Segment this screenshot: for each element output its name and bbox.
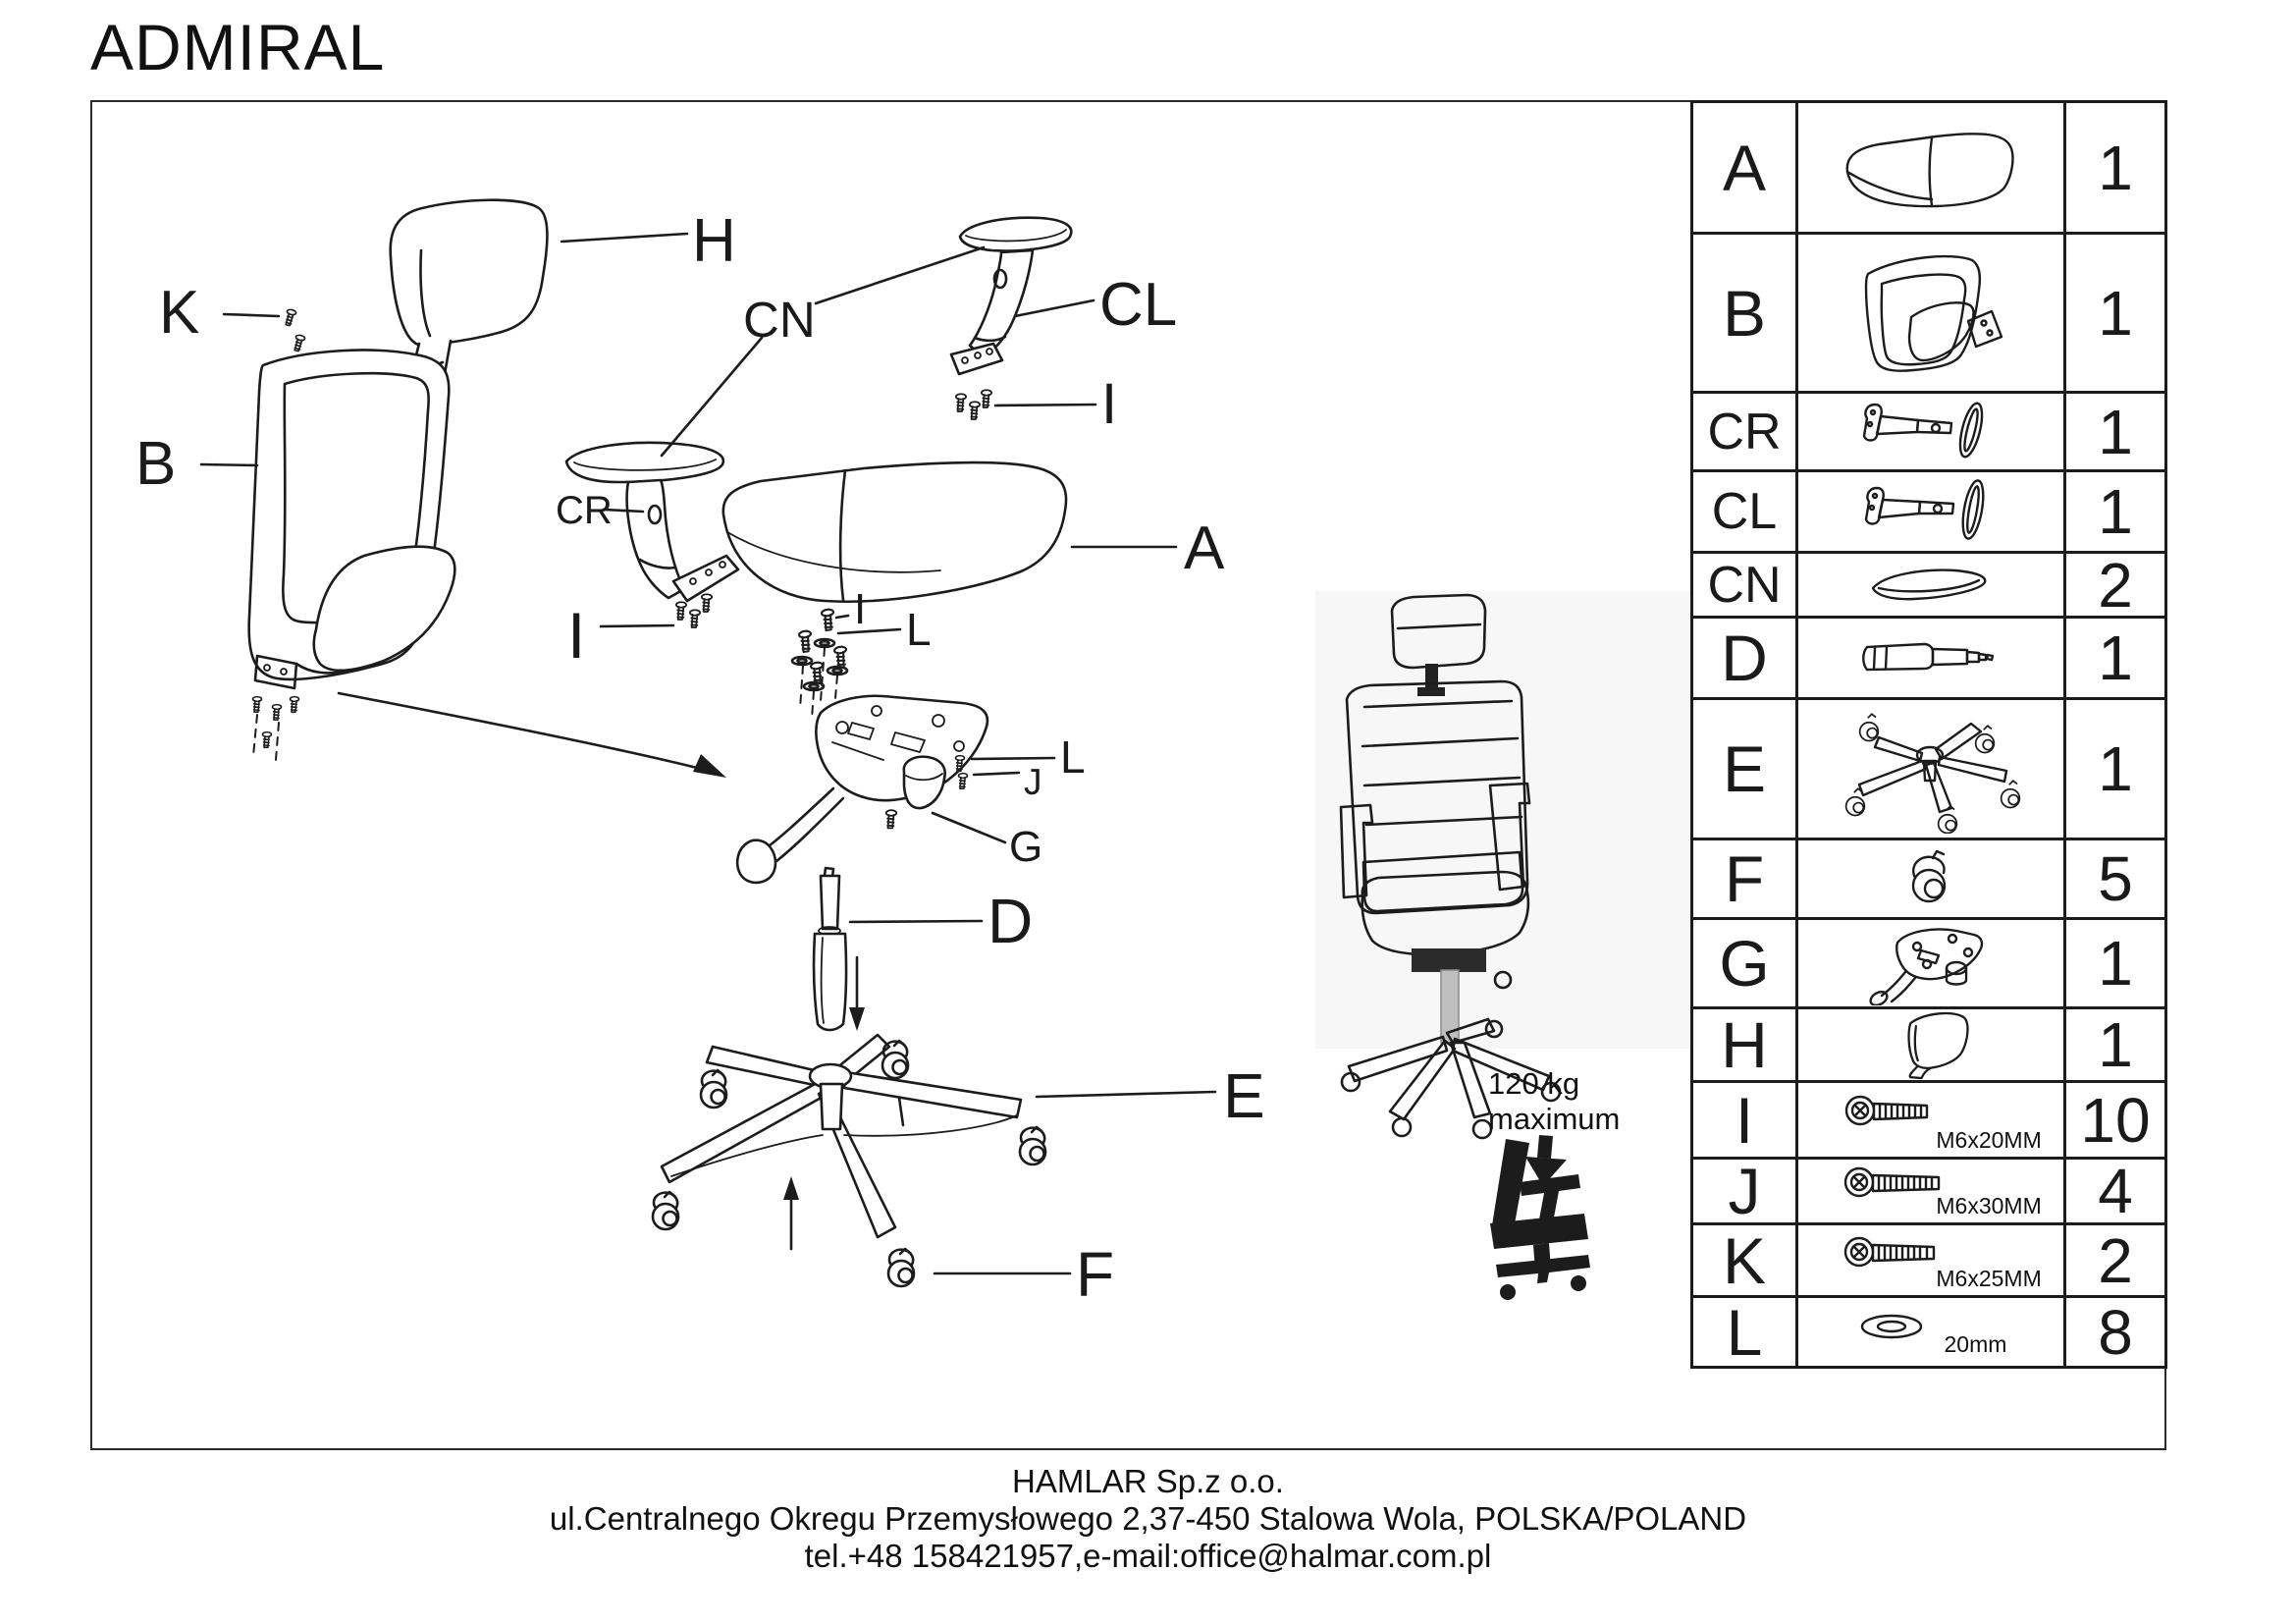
table-row bbox=[1693, 1155, 2164, 1227]
table-row bbox=[1693, 394, 2164, 472]
part-label-l-mid: L bbox=[906, 604, 932, 655]
part-quantity: 1 bbox=[2098, 1009, 2133, 1080]
part-drawing bbox=[1798, 920, 2066, 1006]
armrest-right-icon bbox=[1857, 399, 2004, 465]
part-quantity: 4 bbox=[2098, 1156, 2133, 1226]
footer-address: ul.Centralnego Okregu Przemysłowego 2,37-450 Stalowa Wola, POLSKA/POLAND bbox=[549, 1500, 1747, 1537]
part-size: M6x20MM bbox=[1936, 1127, 2042, 1153]
part-drawing bbox=[1798, 1160, 2066, 1222]
part-label-b: B bbox=[135, 430, 177, 498]
part-letter: E bbox=[1693, 700, 1798, 838]
part-size: 20mm bbox=[1944, 1331, 2007, 1357]
part-quantity: 1 bbox=[2098, 396, 2133, 467]
part-drawing bbox=[1798, 1009, 2066, 1080]
part-quantity: 5 bbox=[2098, 842, 2133, 914]
part-size: M6x30MM bbox=[1936, 1193, 2042, 1218]
part-drawing bbox=[1798, 1225, 2066, 1295]
table-row bbox=[1693, 235, 2164, 394]
mechanism-drawing bbox=[737, 696, 988, 883]
part-quantity: 1 bbox=[2098, 476, 2133, 548]
table-row bbox=[1693, 1225, 2164, 1298]
part-letter: CL bbox=[1693, 472, 1798, 552]
table-row bbox=[1693, 472, 2164, 555]
part-label-a: A bbox=[1184, 514, 1225, 582]
part-label-l-right: L bbox=[1060, 731, 1086, 783]
base-icon bbox=[1838, 704, 2024, 834]
part-letter: A bbox=[1693, 103, 1798, 232]
headrest-icon bbox=[1884, 1010, 1978, 1079]
washer-icon bbox=[1847, 1311, 1936, 1344]
assembly-diagram bbox=[90, 100, 1690, 1450]
part-label-g: G bbox=[1009, 823, 1043, 871]
part-label-i-left: I bbox=[567, 599, 586, 672]
part-label-i-mid: I bbox=[854, 585, 867, 633]
armrest-left-icon bbox=[1857, 476, 2004, 547]
seat-drawing bbox=[723, 462, 1066, 602]
part-quantity: 2 bbox=[2098, 549, 2133, 621]
page-title: ADMIRAL bbox=[90, 11, 386, 83]
parts-table bbox=[1690, 100, 2167, 1369]
part-letter: I bbox=[1693, 1083, 1798, 1157]
part-quantity: 1 bbox=[2098, 927, 2133, 999]
backrest-drawing bbox=[249, 351, 455, 760]
part-quantity: 1 bbox=[2098, 623, 2133, 694]
part-letter: L bbox=[1693, 1298, 1798, 1366]
k-screws-drawing bbox=[285, 309, 305, 352]
part-letter: B bbox=[1693, 235, 1798, 391]
part-label-d: D bbox=[988, 886, 1034, 956]
part-letter: J bbox=[1693, 1160, 1798, 1222]
part-drawing bbox=[1798, 235, 2066, 391]
part-drawing bbox=[1798, 394, 2066, 469]
screw-icon bbox=[1842, 1091, 1960, 1132]
part-quantity: 1 bbox=[2098, 732, 2133, 804]
part-label-cn: CN bbox=[743, 292, 816, 348]
weight-limit-icon bbox=[1490, 1135, 1590, 1300]
part-letter: G bbox=[1693, 920, 1798, 1006]
weight-limit-value: 120 kg bbox=[1488, 1066, 1580, 1101]
part-quantity: 8 bbox=[2098, 1296, 2133, 1368]
part-drawing bbox=[1798, 103, 2066, 232]
part-letter: D bbox=[1693, 619, 1798, 697]
part-letter: F bbox=[1693, 840, 1798, 917]
table-row bbox=[1693, 700, 2164, 840]
caster-icon bbox=[1901, 848, 1960, 909]
part-quantity: 1 bbox=[2098, 277, 2133, 349]
seat-icon bbox=[1838, 121, 2024, 214]
gas-lift-drawing bbox=[814, 868, 865, 1031]
part-quantity: 10 bbox=[2080, 1084, 2151, 1156]
backrest-icon bbox=[1841, 244, 2022, 382]
part-letter: K bbox=[1693, 1225, 1798, 1295]
base-drawing bbox=[653, 1035, 1045, 1286]
chair-photo bbox=[1315, 591, 1690, 1138]
mechanism-icon bbox=[1862, 921, 2000, 1005]
footer-contact: tel.+48 158421957,e-mail:office@halmar.com.pl bbox=[804, 1538, 1492, 1574]
part-label-e: E bbox=[1223, 1060, 1265, 1131]
part-label-k: K bbox=[159, 279, 200, 347]
part-drawing bbox=[1798, 1298, 2066, 1366]
part-drawing bbox=[1798, 840, 2066, 917]
table-row bbox=[1693, 920, 2164, 1009]
footer-company: HAMLAR Sp.z o.o. bbox=[1012, 1463, 1284, 1499]
armpad-icon bbox=[1865, 562, 1998, 609]
table-row bbox=[1693, 549, 2164, 621]
part-letter: CR bbox=[1693, 394, 1798, 469]
armrest-right-drawing bbox=[566, 443, 738, 627]
part-letter: CN bbox=[1693, 554, 1798, 616]
armrest-left-drawing bbox=[951, 218, 1071, 419]
part-quantity: 2 bbox=[2098, 1224, 2133, 1296]
table-row bbox=[1693, 840, 2164, 920]
weight-limit-word: maximum bbox=[1488, 1102, 1621, 1136]
part-drawing bbox=[1798, 554, 2066, 616]
part-drawing bbox=[1798, 619, 2066, 697]
part-label-cl: CL bbox=[1099, 271, 1178, 339]
part-letter: H bbox=[1693, 1009, 1798, 1080]
part-drawing bbox=[1798, 1083, 2066, 1157]
table-row bbox=[1693, 1295, 2164, 1369]
part-drawing bbox=[1798, 700, 2066, 838]
part-label-cr: CR bbox=[556, 489, 613, 532]
gaslift-icon bbox=[1857, 633, 2004, 682]
table-row bbox=[1693, 1083, 2164, 1160]
part-size: M6x25MM bbox=[1936, 1266, 2042, 1291]
part-label-f: F bbox=[1076, 1239, 1115, 1310]
part-label-j: J bbox=[1024, 762, 1042, 802]
table-row bbox=[1693, 619, 2164, 700]
footer bbox=[0, 1463, 2296, 1575]
table-row bbox=[1693, 103, 2164, 235]
part-quantity: 1 bbox=[2098, 132, 2133, 203]
weight-limit-note bbox=[1488, 1066, 1620, 1137]
part-label-i-right: I bbox=[1101, 372, 1118, 436]
part-label-h: H bbox=[692, 207, 736, 275]
part-drawing bbox=[1798, 472, 2066, 552]
table-row bbox=[1693, 1009, 2164, 1083]
assembly-arrow bbox=[339, 693, 726, 778]
